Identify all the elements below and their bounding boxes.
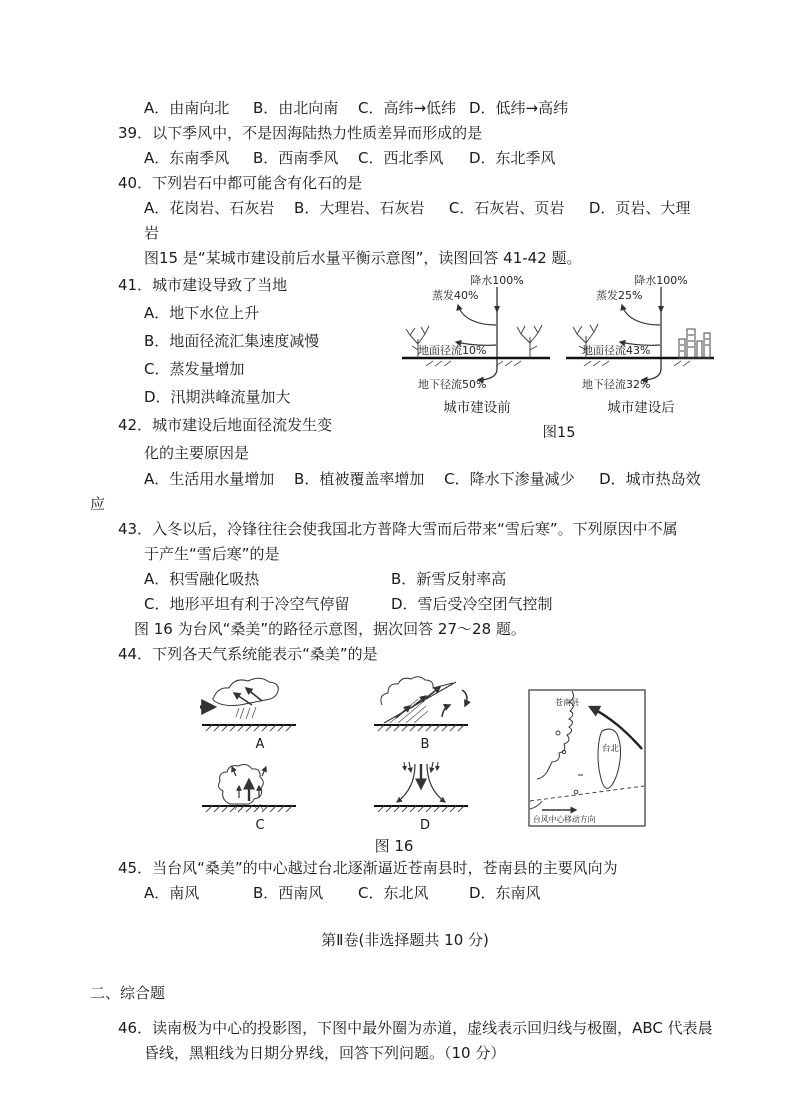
water-balance-before-drawing	[398, 273, 553, 399]
water-balance-after-drawing	[562, 273, 717, 399]
option-b: B．地面径流汇集速度减慢	[144, 332, 320, 350]
water-balance-after-diagram	[562, 273, 720, 417]
warm-front-drawing	[346, 675, 496, 737]
question-40-stem: 40．下列岩石中都可能含有化石的是	[118, 174, 363, 192]
question-43-stem-line1: 43．入冬以后，冷锋往往会使我国北方普降大雪而后带来“雪后寒”。下列原因中不属	[118, 520, 678, 538]
question-43-options-row2	[144, 592, 720, 617]
svg-text:降水100%: 降水100%	[470, 274, 524, 287]
option-b: B．西南风	[253, 884, 324, 902]
diagram-label: B	[420, 737, 430, 752]
question-45-options	[144, 881, 720, 906]
tree-right	[517, 325, 542, 358]
question-46-stem-line1: 46．读南极为中心的投影图，下图中最外圈为赤道，虚线表示回归线与极圈，ABC 代表晨	[118, 1019, 713, 1037]
option-c: C．东北风	[358, 884, 429, 902]
diagram-label: A	[255, 737, 265, 752]
sinking-air-diagram	[346, 756, 504, 833]
figure-15	[398, 271, 720, 442]
question-39-options	[144, 146, 720, 171]
option-a: A．由南向北	[144, 99, 230, 117]
question-40-options-line2: 岩	[144, 224, 160, 242]
question-45-stem: 45．当台风“桑美”的中心越过台北逐渐逼近苍南县时，苍南县的主要风向为	[118, 859, 618, 877]
figure-16-caption: 图 16	[374, 837, 414, 855]
svg-text:降水100%: 降水100%	[634, 274, 688, 287]
cold-front-drawing	[174, 675, 324, 737]
svg-text:地面径流10%: 地面径流10%	[418, 344, 487, 357]
option-b: B．由北向南	[253, 99, 339, 117]
svg-text:蒸发25%: 蒸发25%	[596, 289, 643, 302]
option-a: A．地下水位上升	[144, 304, 260, 322]
figure-15-diagrams	[398, 273, 720, 417]
option-a: A．东南季风	[144, 149, 230, 167]
question-40-options-line1: A．花岗岩、石灰岩 B．大理岩、石灰岩 C．石灰岩、页岩 D．页岩、大理	[144, 199, 691, 217]
question-42-options-line2: 应	[90, 495, 106, 513]
option-a: A．南风	[144, 884, 200, 902]
weather-system-diagrams	[174, 675, 504, 833]
typhoon-path-map	[528, 689, 646, 833]
option-d: D．低纬→高纬	[469, 99, 569, 117]
buildings	[679, 329, 710, 358]
question-44-stem: 44．下列各天气系统能表示“桑美”的是	[118, 645, 378, 663]
rising-air-diagram	[174, 756, 346, 833]
question-42-stem-line1: 42．城市建设后地面径流发生变	[118, 416, 333, 434]
diagram-label: 城市建设前	[443, 400, 511, 416]
svg-text:地下径流32%: 地下径流32%	[582, 378, 651, 391]
section2-subtitle: 二、综合题	[90, 984, 166, 1002]
question-41-42-text	[90, 271, 398, 467]
section2-title: 第Ⅱ卷(非选择题共 10 分)	[321, 931, 489, 949]
option-c: C．地形平坦有利于冷空气停留	[144, 595, 350, 613]
figure-16	[174, 675, 720, 833]
rising-air-drawing	[174, 756, 324, 818]
svg-text:蒸发40%: 蒸发40%	[432, 289, 479, 302]
option-b: B．新雪反射率高	[391, 570, 507, 588]
sinking-air-drawing	[346, 756, 496, 818]
diagram-label: D	[419, 818, 430, 833]
question-43-stem-line2: 于产生“雪后寒”的是	[144, 545, 280, 563]
diagram-label: C	[255, 818, 265, 833]
question-38-options	[144, 96, 720, 121]
diagram-label: 城市建设后	[607, 400, 675, 416]
svg-text:地面径流43%: 地面径流43%	[582, 344, 651, 357]
option-c: C．高纬→低纬	[358, 99, 457, 117]
svg-text:台风中心移动方向: 台风中心移动方向	[533, 815, 596, 824]
cold-front-diagram	[174, 675, 346, 752]
question-43-options-row1	[144, 567, 720, 592]
question-42-stem-line2: 化的主要原因是	[144, 444, 250, 462]
figure-15-caption: 图15	[542, 425, 576, 441]
question-39-stem: 39．以下季风中，不是因海陆热力性质差异而形成的是	[118, 124, 483, 142]
question-41-42-block	[90, 271, 720, 467]
question-42-options-line1: A．生活用水量增加 B．植被覆盖率增加 C．降水下渗量减少 D．城市热岛效	[144, 470, 701, 488]
svg-text:台北: 台北	[602, 744, 620, 754]
option-d: D．雪后受冷空团气控制	[391, 595, 553, 613]
water-balance-before-diagram	[398, 273, 556, 417]
option-a: A．积雪融化吸热	[144, 570, 260, 588]
option-c: C．西北季风	[358, 149, 444, 167]
figure-16-intro: 图 16 为台风“桑美”的路径示意图，据次回答 27～28 题。	[134, 620, 526, 638]
svg-text:地下径流50%: 地下径流50%	[418, 378, 487, 391]
option-d: D．东北季风	[469, 149, 556, 167]
figure-15-intro: 图15 是“某城市建设前后水量平衡示意图”，读图回答 41-42 题。	[144, 249, 582, 267]
typhoon-map-drawing	[528, 689, 646, 827]
svg-text:苍南县: 苍南县	[555, 698, 579, 707]
option-d: D．东南风	[469, 884, 541, 902]
option-c: C．蒸发量增加	[144, 360, 245, 378]
option-d: D．汛期洪峰流量加大	[144, 388, 291, 406]
question-46-stem-line2: 昏线，黑粗线为日期分界线，回答下列问题。（10 分）	[144, 1044, 506, 1062]
question-41-stem: 41．城市建设导致了当地	[118, 276, 288, 294]
option-b: B．西南季风	[253, 149, 339, 167]
warm-front-diagram	[346, 675, 504, 752]
